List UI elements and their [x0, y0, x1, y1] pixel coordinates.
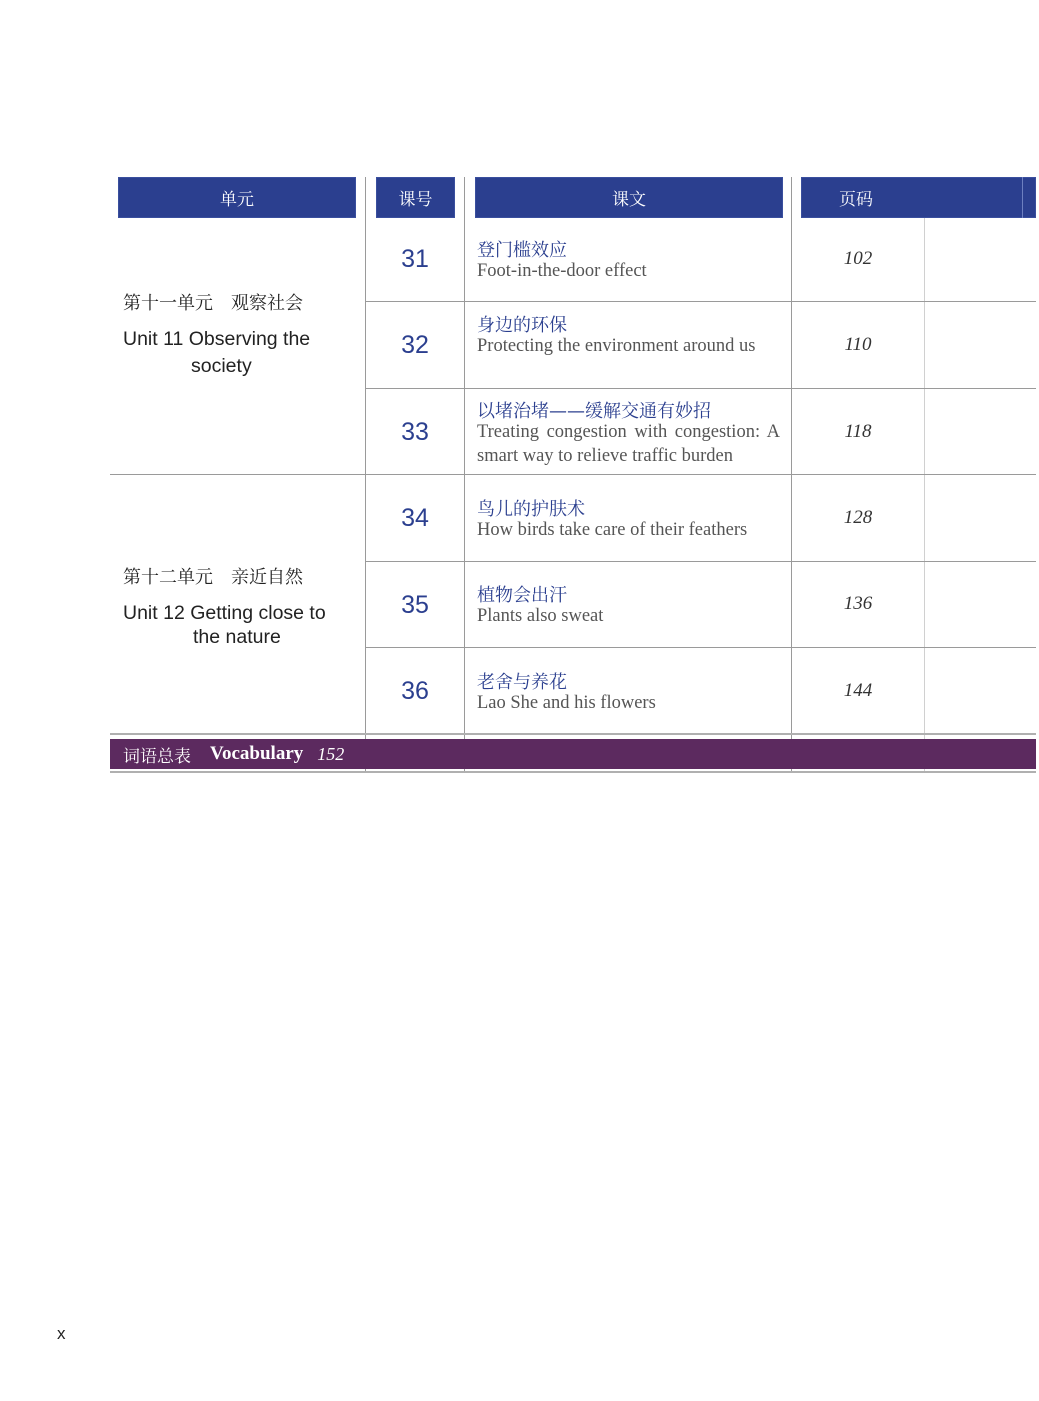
lesson-title-en: Lao She and his flowers	[477, 693, 656, 713]
lesson-title-en: Plants also sweat	[477, 606, 604, 626]
lesson-number: 36	[401, 677, 429, 705]
vocabulary-page: 152	[317, 743, 345, 764]
lesson-title-zh: 登门槛效应	[477, 240, 567, 261]
lesson-title-zh: 鸟儿的护肤术	[477, 499, 585, 520]
grid-vline	[464, 177, 465, 773]
row-divider	[366, 561, 1036, 562]
unit-divider	[110, 474, 1036, 475]
lesson-title-zh: 以堵治堵——缓解交通有妙招	[477, 401, 711, 422]
lesson-number: 34	[401, 504, 429, 532]
lesson-page: 128	[843, 507, 873, 528]
table-bottom-rule	[110, 733, 1036, 735]
table-bottom-rule	[110, 771, 1036, 773]
unit-11-title-zh: 第十一单元 观察社会	[123, 293, 303, 314]
unit-11-title-en: Unit 11 Observing the	[123, 328, 311, 350]
lesson-number: 33	[401, 418, 429, 446]
vocabulary-bar	[110, 739, 1036, 769]
header-page: 页码	[801, 177, 1036, 218]
lesson-title-en: Protecting the environment around us	[477, 336, 756, 356]
vocabulary-title-en: Vocabulary	[210, 743, 304, 764]
lesson-title-en: How birds take care of their feathers	[477, 520, 748, 540]
row-divider	[366, 647, 1036, 648]
row-divider	[366, 301, 1036, 302]
lesson-number: 31	[401, 245, 429, 273]
header-text: 课文	[475, 177, 783, 218]
lesson-page: 110	[844, 334, 872, 355]
lesson-title-zh: 老舍与养花	[477, 672, 567, 693]
row-divider	[366, 388, 1036, 389]
lesson-title-zh: 身边的环保	[477, 315, 567, 336]
header-lesson: 课号	[376, 177, 455, 218]
vocabulary-title-zh: 词语总表	[123, 746, 191, 767]
lesson-page: 118	[844, 421, 872, 442]
unit-12-title-en: Unit 12 Getting close to	[123, 602, 326, 624]
lesson-title-zh: 植物会出汗	[477, 585, 567, 606]
lesson-title-en: Foot-in-the-door effect	[477, 261, 647, 281]
unit-12-title-zh: 第十二单元 亲近自然	[123, 567, 303, 588]
lesson-number: 32	[401, 331, 429, 359]
lesson-number: 35	[401, 591, 429, 619]
lesson-page: 102	[843, 248, 873, 269]
page-number: x	[57, 1324, 66, 1343]
lesson-page: 136	[843, 593, 873, 614]
header-unit: 单元	[118, 177, 356, 218]
lesson-title-en: Treating congestion with congestion: A smart way to relieve traffic burden	[477, 422, 780, 466]
lesson-page: 144	[843, 680, 873, 701]
unit-12-title-en-2: the nature	[193, 626, 281, 648]
unit-11-title-en-2: society	[191, 355, 252, 377]
header-divider	[1022, 177, 1023, 218]
